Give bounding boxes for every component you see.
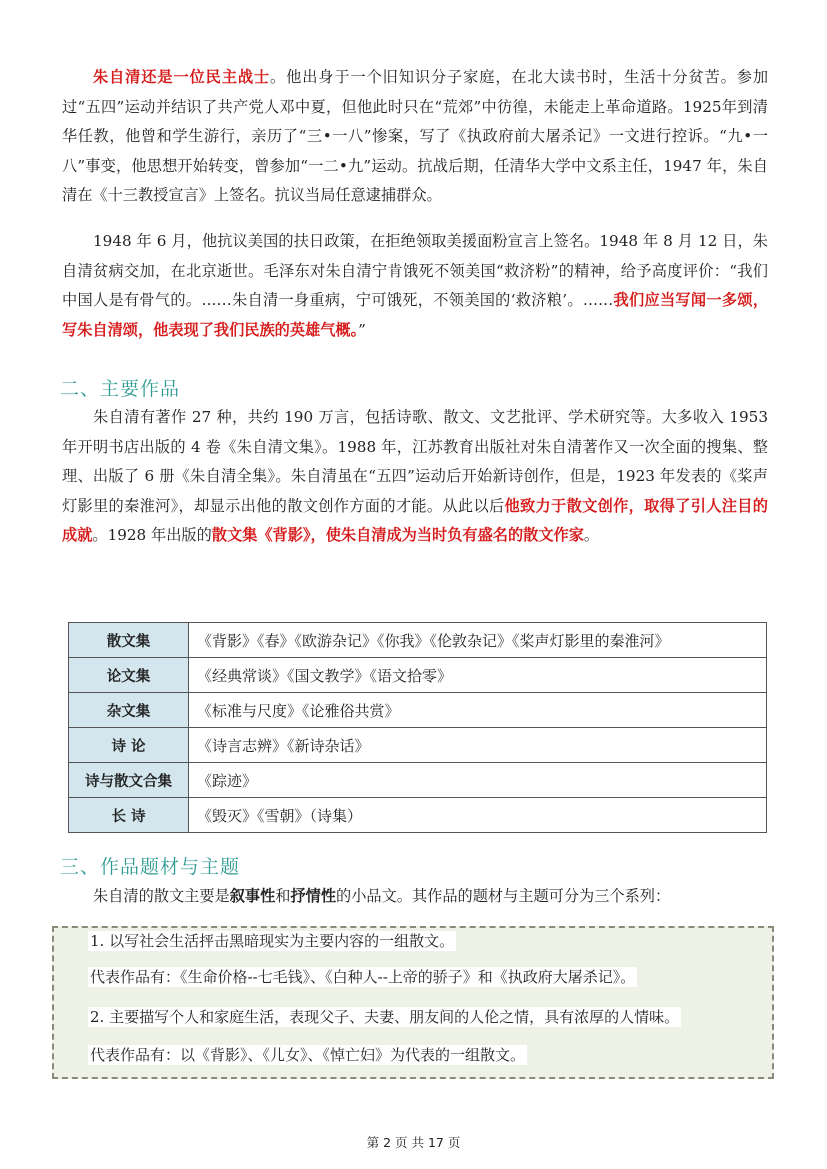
category-cell: 诗 论 [69, 728, 189, 763]
titles-cell: 《毁灭》《雪朝》（诗集） [189, 798, 767, 833]
highlight-beiying: 散文集《背影》，使朱自清成为当时负有盛名的散文作家 [211, 526, 584, 544]
paragraph-themes-intro [62, 882, 768, 912]
section-title-main-works: 二、主要作品 [60, 378, 181, 400]
box-line [88, 931, 456, 951]
table-row [69, 693, 767, 728]
titles-cell: 《诗言志辨》《新诗杂话》 [189, 728, 767, 763]
table-row [69, 623, 767, 658]
section-title-themes: 三、作品题材与主题 [60, 856, 241, 878]
category-cell: 散文集 [69, 623, 189, 658]
emphasis-lyrical: 抒情性 [290, 887, 336, 905]
box-line [88, 1045, 527, 1065]
paragraph-text: 朱自清的散文主要是 [93, 887, 230, 905]
box-line [88, 967, 637, 987]
series-2-works: 代表作品有：以《背影》、《儿女》、《悼亡妇》为代表的一组散文。 [90, 1046, 526, 1064]
titles-cell: 《踪迹》 [189, 763, 767, 798]
titles-cell: 《经典常谈》《国文教学》《语文拾零》 [189, 658, 767, 693]
paragraph-text: 朱自清有著作 27 种，共约 190 万言，包括诗歌、散文、文艺批评、学术研究等。大多收入 1953 年开明书店出版的 4 卷《朱自清文集》。1988 年，江苏教育出版社对朱自清著作又一次全面的搜集、整理、出版了 6 册《朱自清全集》。朱自清虽在“五四”运动后开始新诗创作，但是，1923 年发表的《桨声灯影里的秦淮河》，却显示出他的散文创作方面的才能。从此以后 [62, 408, 768, 515]
highlight-prose-achievement: 他致力于散文创作，取得了引人注目的成就 [62, 496, 768, 544]
paragraph-text: 。 [583, 526, 600, 544]
works-table [68, 622, 767, 833]
paragraph-text: 。1928 年出版的 [92, 526, 212, 544]
titles-cell: 《背影》《春》《欧游杂记》《你我》《伦敦杂记》《桨声灯影里的秦淮河》 [189, 623, 767, 658]
category-cell: 论文集 [69, 658, 189, 693]
paragraph-democratic-fighter [62, 63, 768, 211]
series-1-heading: 1. 以写社会生活抨击黑暗现实为主要内容的一组散文。 [90, 932, 455, 950]
category-cell: 诗与散文合集 [69, 763, 189, 798]
table-row [69, 798, 767, 833]
page-number: 第 2 页 共 17 页 [366, 1135, 461, 1150]
paragraph-text: 1948 年 6 月，他抗议美国的扶日政策，在拒绝领取美援面粉宣言上签名。1948 年 8 月 12 日，朱自清贫病交加，在北京逝世。毛泽东对朱自清宁肯饿死不领美国“救济粉”的精神，给予高度评价：“我们中国人是有骨气的。……朱自清一身重病，宁可饿死，不领美国的‘救济粮’。…… [62, 232, 768, 309]
highlight-mao-quote: 我们应当写闻一多颂，写朱自清颂，他表现了我们民族的英雄气概。 [62, 291, 769, 339]
paragraph-text: 。他出身于一个旧知识分子家庭，在北大读书时，生活十分贫苦。参加过“五四”运动并结识了共产党人邓中夏，但他此时只在“荒郊”中彷徨，未能走上革命道路。1925年到清华任教，他曾和学生游行，亲历了“三•一八”惨案，写了《执政府前大屠杀记》一文进行控诉。“九•一八”事变，他思想开始转变，曾参加“一二•九”运动。抗战后期，任清华大学中文系主任，1947 年，朱自清在《十三教授宣言》上签名。抗议当局任意逮捕群众。 [62, 68, 769, 204]
highlight-democratic-fighter: 朱自清还是一位民主战士 [93, 68, 271, 86]
paragraph-main-works [62, 403, 768, 551]
table-row [69, 728, 767, 763]
theme-series-box [52, 926, 774, 1079]
category-cell: 长 诗 [69, 798, 189, 833]
paragraph-death [62, 227, 768, 345]
paragraph-text: ” [358, 320, 366, 339]
titles-cell: 《标准与尺度》《论雅俗共赏》 [189, 693, 767, 728]
category-cell: 杂文集 [69, 693, 189, 728]
series-2-heading: 2. 主要描写个人和家庭生活，表现父子、夫妻、朋友间的人伦之情，具有浓厚的人情味。 [90, 1008, 680, 1026]
box-line [88, 1007, 681, 1027]
table-row [69, 763, 767, 798]
paragraph-text: 和 [275, 887, 291, 905]
paragraph-text: 的小品文。其作品的题材与主题可分为三个系列： [336, 887, 671, 905]
emphasis-narrative: 叙事性 [229, 887, 276, 905]
series-1-works: 代表作品有：《生命价格--七毛钱》、《白种人--上帝的骄子》和《执政府大屠杀记》。 [90, 968, 636, 986]
table-row [69, 658, 767, 693]
